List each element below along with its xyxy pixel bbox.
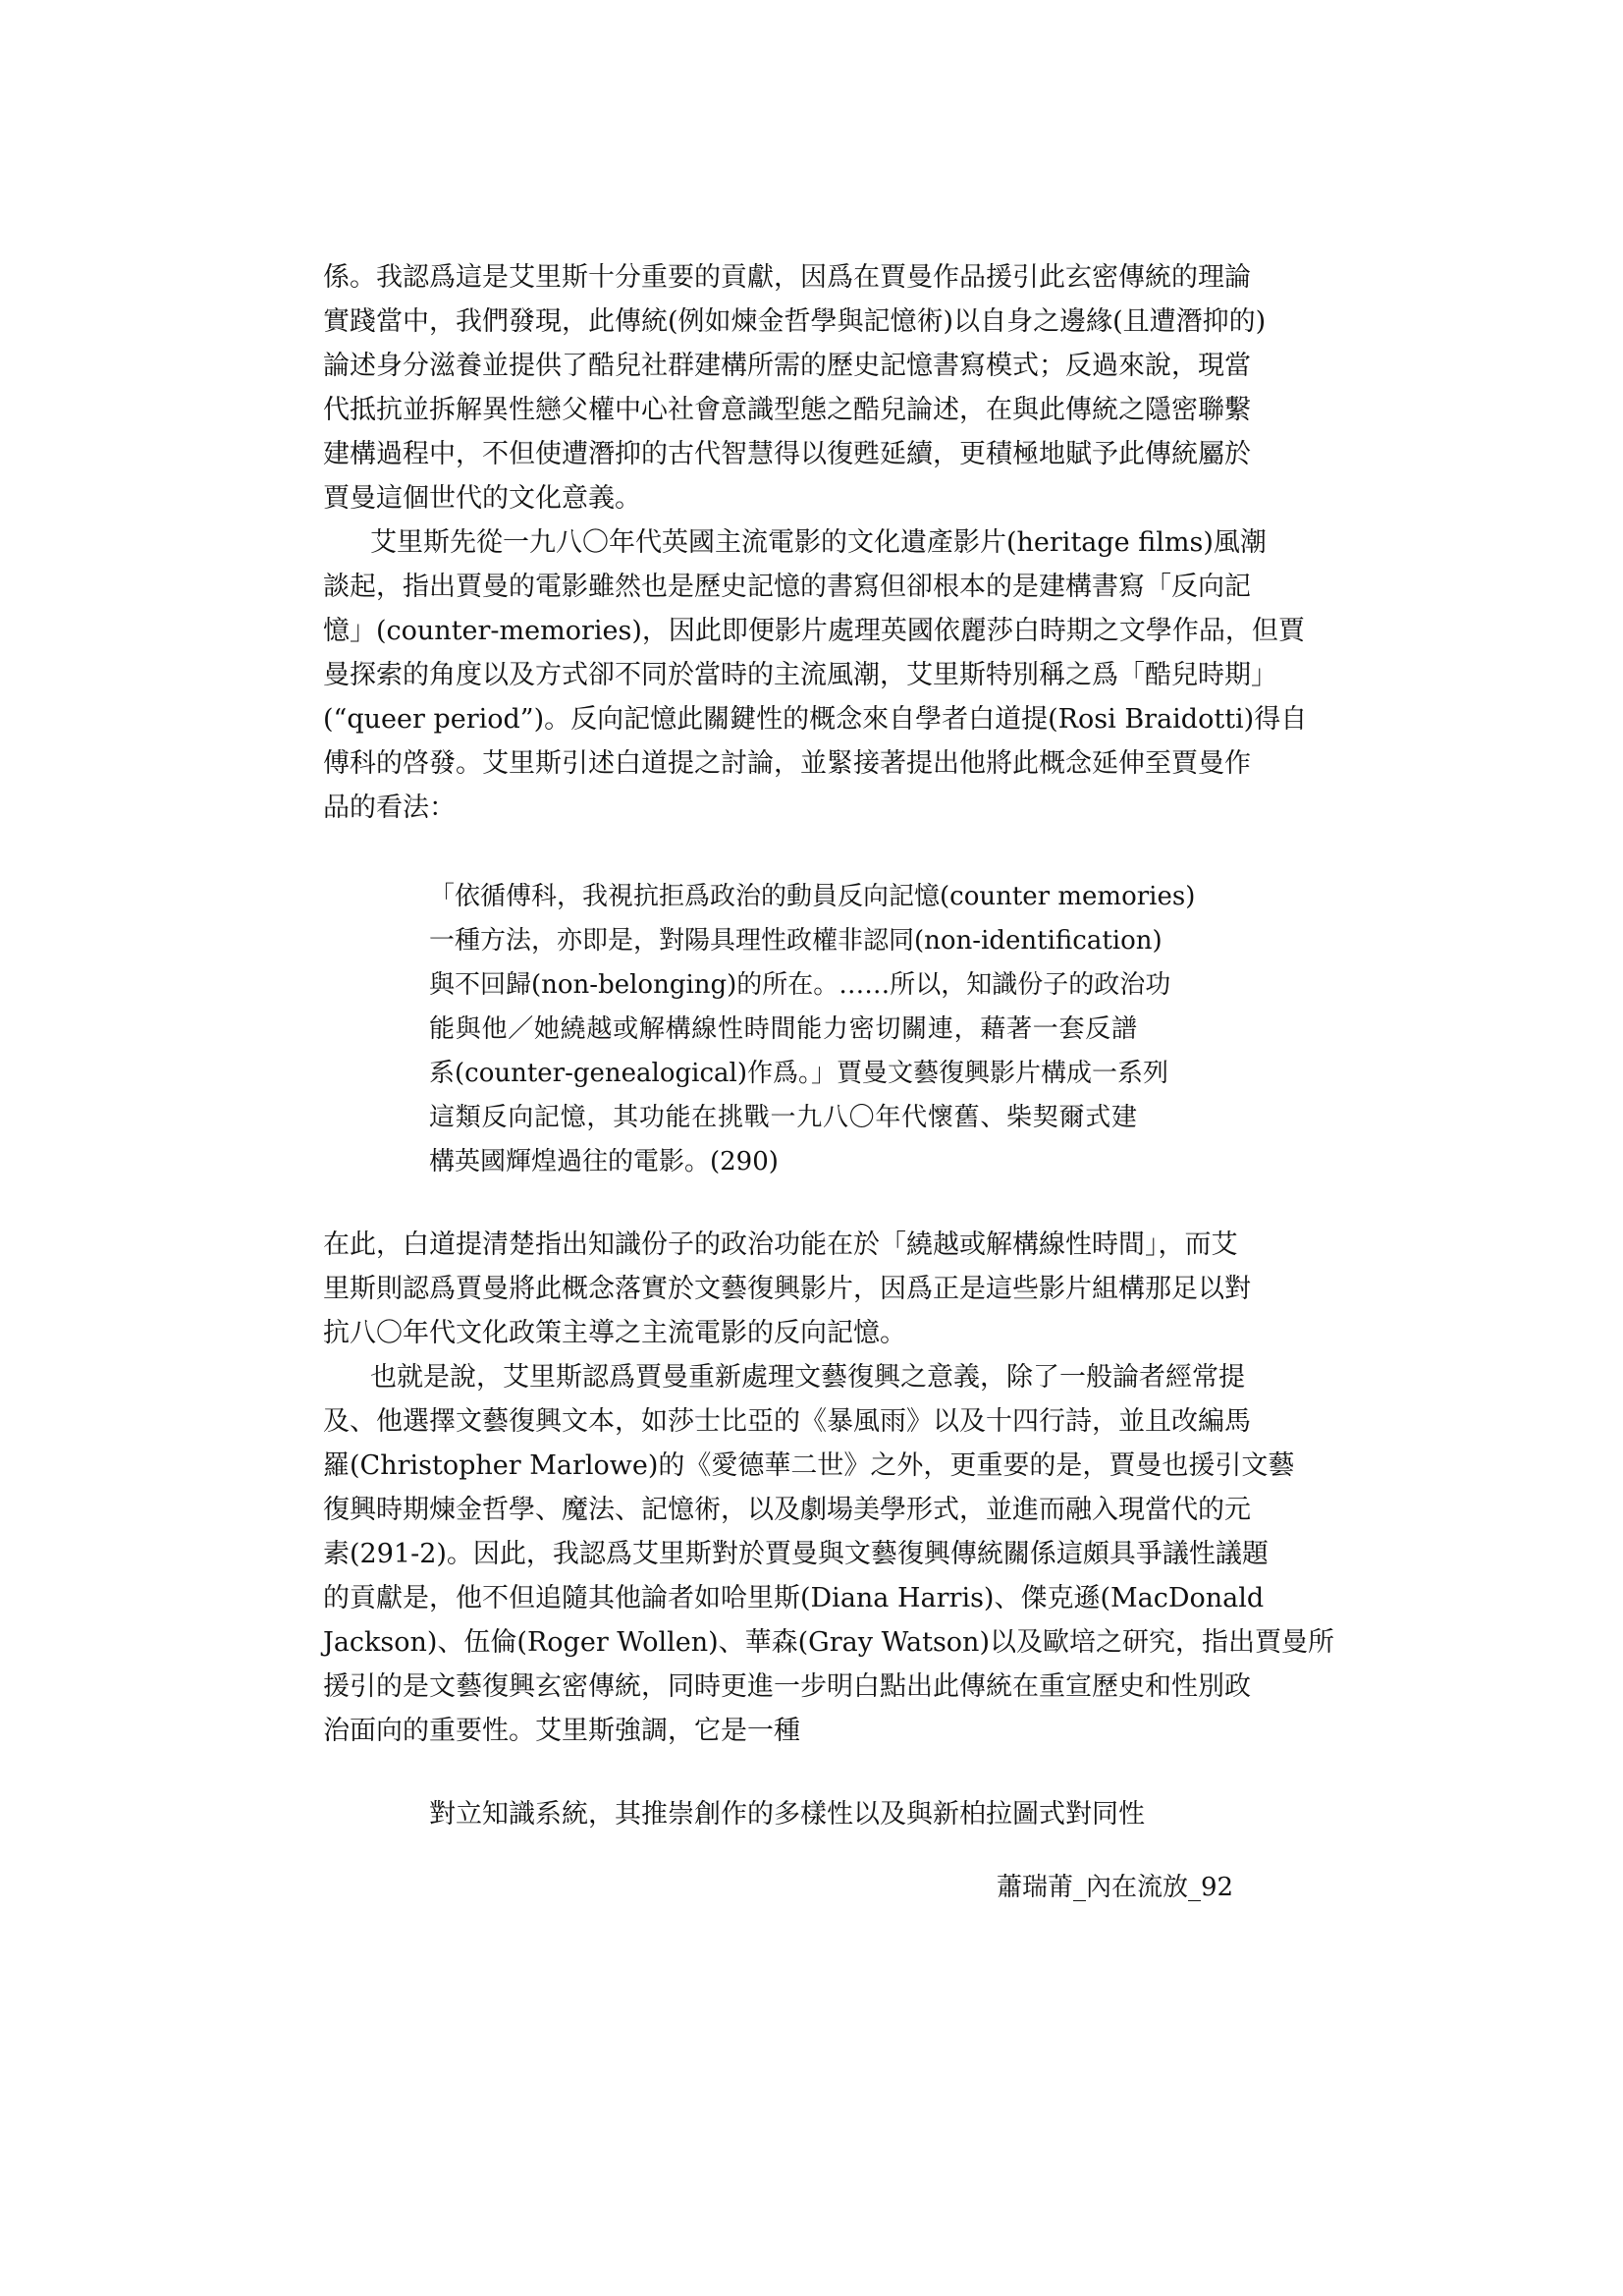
- paragraph-line: 復興時期煉金哲學、魔法、記憶術，以及劇場美學形式，並進而融入現當代的元: [323, 1495, 1251, 1525]
- paragraph-line: 代抵抗並拆解異性戀父權中心社會意識型態之酷兒論述，在與此傳統之隱密聯繫: [323, 395, 1251, 425]
- paragraph-line: 治面向的重要性。艾里斯強調，它是一種: [323, 1716, 800, 1746]
- paragraph-line: 在此，白道提清楚指出知識份子的政治功能在於「繞越或解構線性時間」，而艾: [323, 1230, 1238, 1260]
- page-footer: 蕭瑞莆_內在流放_92: [997, 1873, 1234, 1902]
- paragraph-line: 里斯則認爲賈曼將此概念落實於文藝復興影片，因爲正是這些影片組構那足以對: [323, 1274, 1251, 1304]
- paragraph-line: 實踐當中，我們發現，此傳統(例如煉金哲學與記憶術)以自身之邊緣(且遭潛抑的): [323, 306, 1267, 337]
- trailing-quote-line: 對立知識系統，其推崇創作的多樣性以及與新柏拉圖式對同性: [429, 1799, 1145, 1830]
- block-quote-line: 系(counter-genealogical)作爲。」賈曼文藝復興影片構成一系列: [429, 1059, 1169, 1088]
- paragraph-line: 憶」(counter-memories)，因此即便影片處理英國依麗莎白時期之文學作品，但賈: [323, 616, 1305, 646]
- paragraph-line: 素(291-2)。因此，我認爲艾里斯對於賈曼與文藝復興傳統關係這頗具爭議性議題: [323, 1539, 1269, 1569]
- paragraph-line: Jackson)、伍倫(Roger Wollen)、華森(Gray Watson)以及歐培之研究，指出賈曼所: [323, 1627, 1334, 1658]
- block-quote-line: 與不回歸(non-belonging)的所在。……所以，知識份子的政治功: [429, 970, 1171, 1000]
- paragraph-line: 品的看法：: [323, 793, 456, 823]
- block-quote-line: 能與他／她繞越或解構線性時間能力密切關連，藉著一套反譜: [429, 1014, 1137, 1044]
- paragraph-line: 係。我認爲這是艾里斯十分重要的貢獻，因爲在賈曼作品援引此玄密傳統的理論: [323, 262, 1251, 293]
- paragraph-line: 賈曼這個世代的文化意義。: [323, 483, 641, 514]
- paragraph-line: 的貢獻是，他不但追隨其他論者如哈里斯(Diana Harris)、傑克遜(MacDonald: [323, 1583, 1265, 1613]
- paragraph-line: (“queer period”)。反向記憶此關鍵性的概念來自學者白道提(Rosi Braidotti)得自: [323, 704, 1308, 735]
- block-quote-line: 一種方法，亦即是，對陽具理性政權非認同(non-identification): [429, 926, 1163, 956]
- block-quote-line: 這類反向記憶，其功能在挑戰一九八〇年代懷舊、柴契爾式建: [429, 1103, 1137, 1132]
- paragraph-line: 也就是說，艾里斯認爲賈曼重新處理文藝復興之意義，除了一般論者經常提: [370, 1362, 1245, 1393]
- paragraph-line: 談起，指出賈曼的電影雖然也是歷史記憶的書寫但卻根本的是建構書寫「反向記: [323, 572, 1251, 602]
- paragraph-line: 艾里斯先從一九八〇年代英國主流電影的文化遺產影片(heritage films)風潮: [370, 527, 1267, 558]
- block-quote-line: 「依循傅科，我視抗拒爲政治的動員反向記憶(counter memories): [429, 882, 1196, 911]
- paragraph-line: 援引的是文藝復興玄密傳統，同時更進一步明白點出此傳統在重宣歷史和性別政: [323, 1671, 1251, 1702]
- paragraph-line: 及、他選擇文藝復興文本，如莎士比亞的《暴風雨》以及十四行詩，並且改編馬: [323, 1406, 1251, 1437]
- block-quote-line: 構英國輝煌過往的電影。(290): [429, 1147, 779, 1176]
- paragraph-line: 抗八〇年代文化政策主導之主流電影的反向記憶。: [323, 1318, 906, 1348]
- paragraph-line: 建構過程中，不但使遭潛抑的古代智慧得以復甦延續，更積極地賦予此傳統屬於: [323, 439, 1251, 469]
- paragraph-line: 羅(Christopher Marlowe)的《愛德華二世》之外，更重要的是，賈曼也援引文藝: [323, 1450, 1295, 1481]
- paragraph-line: 傅科的啓發。艾里斯引述白道提之討論，並緊接著提出他將此概念延伸至賈曼作: [323, 748, 1251, 779]
- paragraph-line: 曼探索的角度以及方式卻不同於當時的主流風潮，艾里斯特別稱之爲「酷兒時期」: [323, 660, 1277, 690]
- paragraph-line: 論述身分滋養並提供了酷兒社群建構所需的歷史記憶書寫模式；反過來說，現當: [323, 351, 1251, 381]
